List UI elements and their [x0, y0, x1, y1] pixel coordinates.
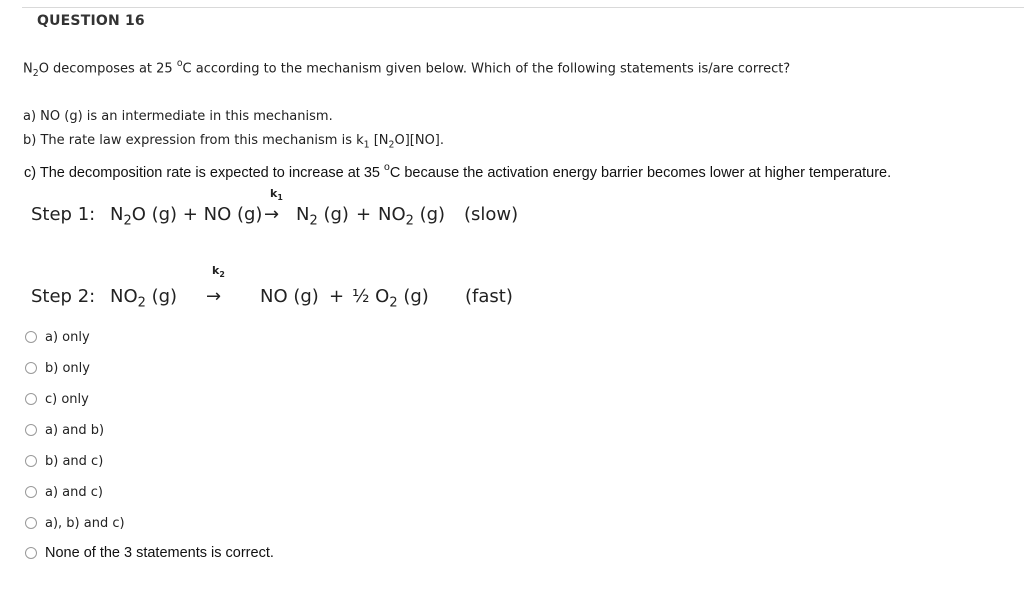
step1-product-2: $NO_2$ (g)	[378, 204, 446, 229]
step2-rate-label: (fast)	[465, 286, 513, 307]
question-title: QUESTION 16	[37, 13, 145, 29]
option-label: a) only	[45, 329, 90, 345]
option-a-b-and-c[interactable]	[25, 512, 125, 534]
step1-plus: +	[356, 204, 372, 225]
step2-product-1: NO (g)	[260, 286, 319, 307]
radio-button[interactable]	[25, 362, 37, 374]
option-label: a) and b)	[45, 422, 105, 438]
option-label: a) and c)	[45, 484, 103, 500]
step1-rate-label: (slow)	[464, 204, 519, 225]
option-label: b) and c)	[45, 453, 104, 469]
option-label: b) only	[45, 360, 90, 376]
step2-reactant: $NO_2$ (g)	[110, 286, 178, 311]
step2-arrow: →	[206, 286, 222, 307]
step2-label: Step 2:	[31, 286, 96, 307]
step2-plus: +	[329, 286, 345, 307]
option-label: None of the 3 statements is correct.	[45, 545, 274, 561]
step2-rate-constant: $k_2$	[212, 264, 225, 280]
option-b-and-c[interactable]	[25, 450, 103, 472]
radio-button[interactable]	[25, 455, 37, 467]
step1-rate-constant: $k_1$	[270, 187, 283, 203]
statement-a: a) NO (g) is an intermediate in this mechanism.	[23, 109, 333, 124]
option-label: c) only	[45, 391, 89, 407]
step2-product-2: ½ $O_2$ (g)	[352, 286, 429, 311]
radio-button[interactable]	[25, 331, 37, 343]
statement-c: c) The decomposition rate is expected to increase at 35 $^o$C because the activation energy barrier becomes lower at higher temperature.	[24, 162, 892, 181]
radio-button[interactable]	[25, 547, 37, 559]
option-b-only[interactable]	[25, 357, 90, 379]
option-label: a), b) and c)	[45, 515, 125, 531]
radio-button[interactable]	[25, 517, 37, 529]
option-c-only[interactable]	[25, 388, 89, 410]
radio-button[interactable]	[25, 486, 37, 498]
step1-arrow: →	[264, 204, 280, 225]
top-divider	[22, 7, 1024, 8]
radio-button[interactable]	[25, 393, 37, 405]
option-a-and-c[interactable]	[25, 481, 103, 503]
step1-reactants: $N_2O$ (g) + NO (g)	[110, 204, 263, 229]
option-none[interactable]	[25, 542, 274, 564]
option-a-and-b[interactable]	[25, 419, 104, 441]
radio-button[interactable]	[25, 424, 37, 436]
step1-product-1: $N_2$ (g)	[296, 204, 349, 229]
option-a-only[interactable]	[25, 326, 90, 348]
question-prompt: $N_2O$ decomposes at 25 $^o$C according to the mechanism given below. Which of the following statements is/are correct?	[23, 58, 791, 79]
statement-b: b) The rate law expression from this mechanism is $k_1$ $[N_2O][NO]$.	[23, 133, 445, 151]
step1-label: Step 1:	[31, 204, 96, 225]
